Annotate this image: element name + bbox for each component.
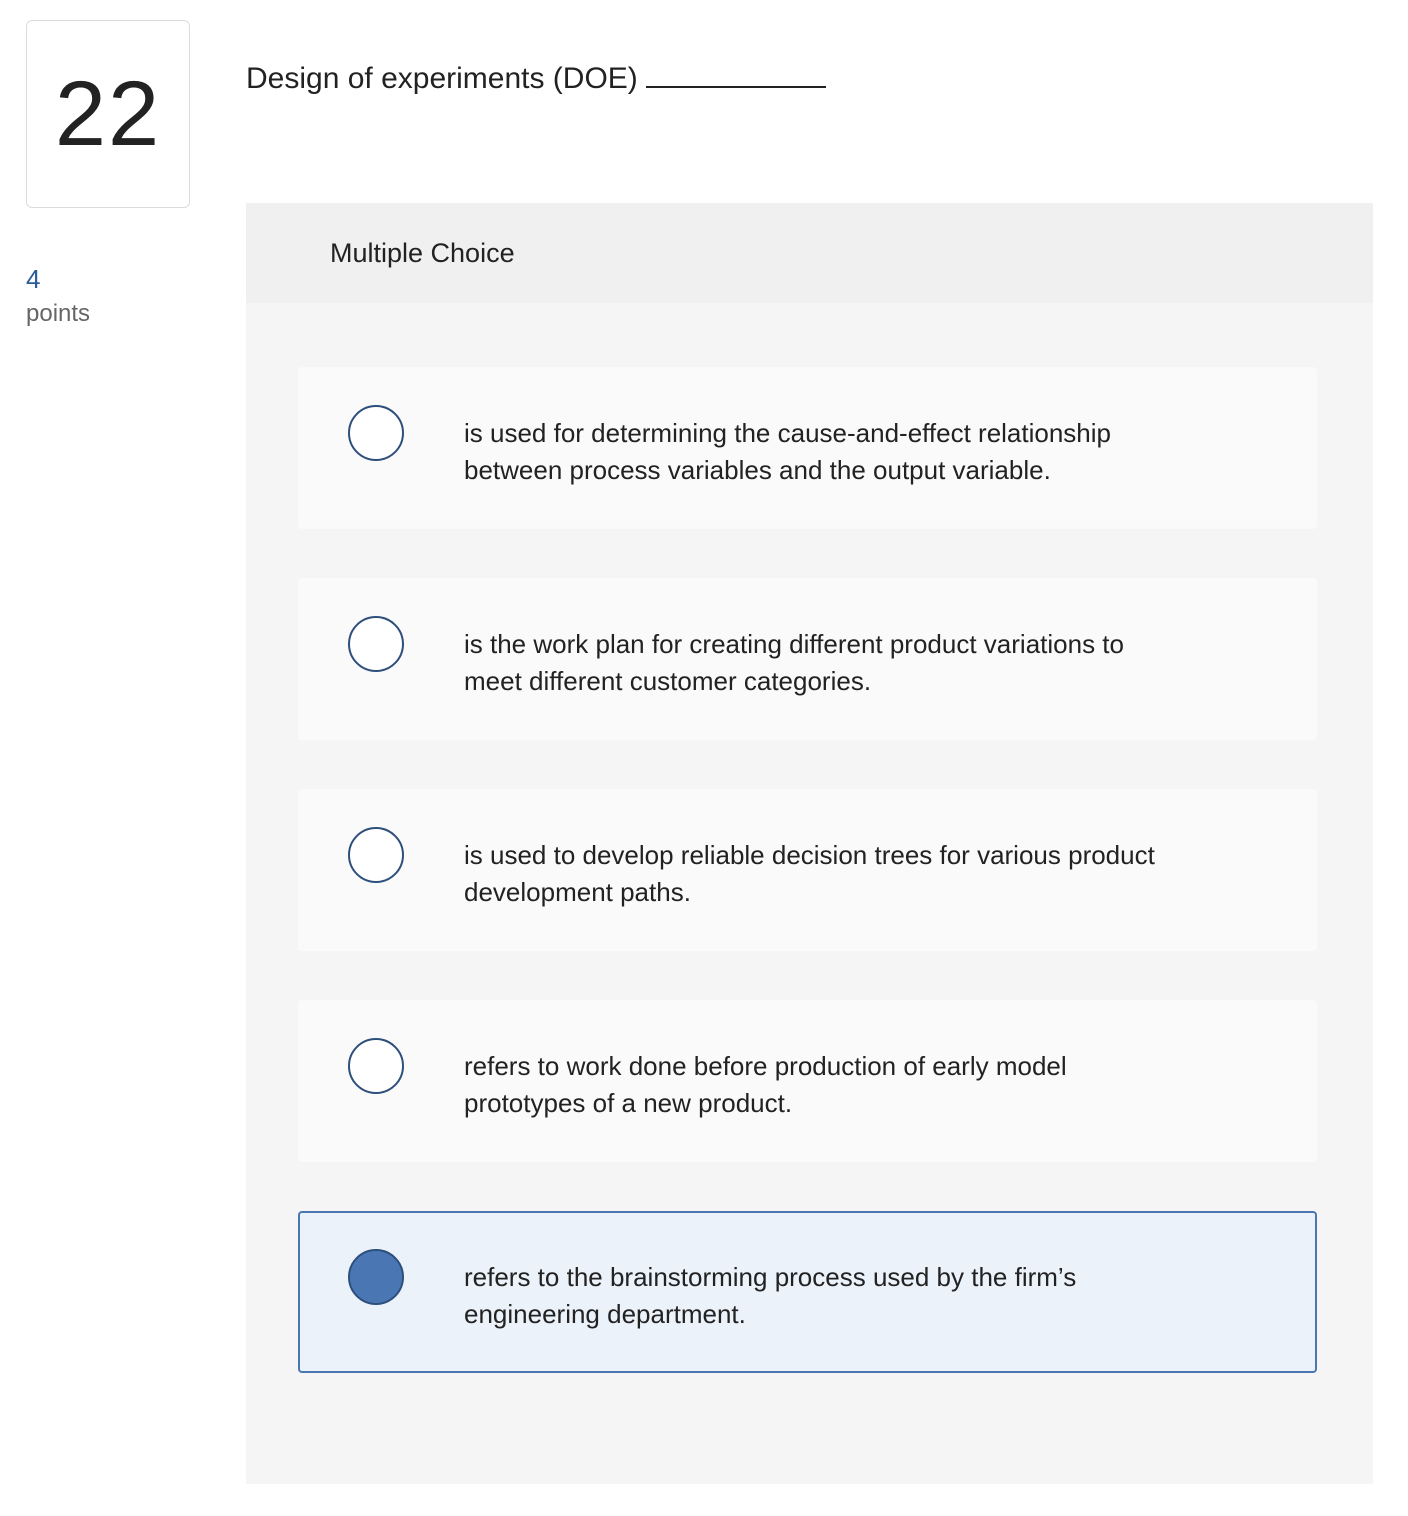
answer-option-text: is used for determining the cause-and-effect relationship between process variables and the output variable.	[464, 418, 1112, 485]
radio-button-selected[interactable]	[348, 1249, 404, 1305]
radio-button[interactable]	[348, 616, 404, 672]
answer-option[interactable]	[298, 367, 1317, 529]
radio-button[interactable]	[348, 1038, 404, 1094]
answer-option-text: is used to develop reliable decision trees for various product development paths.	[464, 840, 1155, 907]
fill-in-blank-line	[646, 58, 826, 88]
question-number-box	[26, 20, 190, 208]
radio-button[interactable]	[348, 827, 404, 883]
answer-option[interactable]	[298, 578, 1317, 740]
answer-option-text: is the work plan for creating different product variations to meet different customer categories.	[464, 629, 1124, 696]
answer-option[interactable]	[298, 789, 1317, 951]
question-type-label: Multiple Choice	[330, 237, 515, 268]
multiple-choice-panel	[246, 203, 1373, 1484]
multiple-choice-header	[246, 203, 1373, 303]
answer-option-text: refers to the brainstorming process used by the firm’s engineering department.	[464, 1262, 1077, 1329]
answer-option-text: refers to work done before production of early model prototypes of a new product.	[464, 1051, 1067, 1118]
points-indicator	[26, 262, 90, 332]
answer-option[interactable]	[298, 1000, 1317, 1162]
question-number: 22	[54, 62, 162, 165]
points-value: 4	[26, 264, 41, 294]
radio-button[interactable]	[348, 405, 404, 461]
points-label: points	[26, 300, 91, 327]
answer-option-selected[interactable]	[298, 1211, 1317, 1373]
answer-options-list	[298, 367, 1317, 1422]
question-prompt-text: Design of experiments (DOE)	[246, 62, 638, 95]
question-prompt	[246, 58, 826, 99]
